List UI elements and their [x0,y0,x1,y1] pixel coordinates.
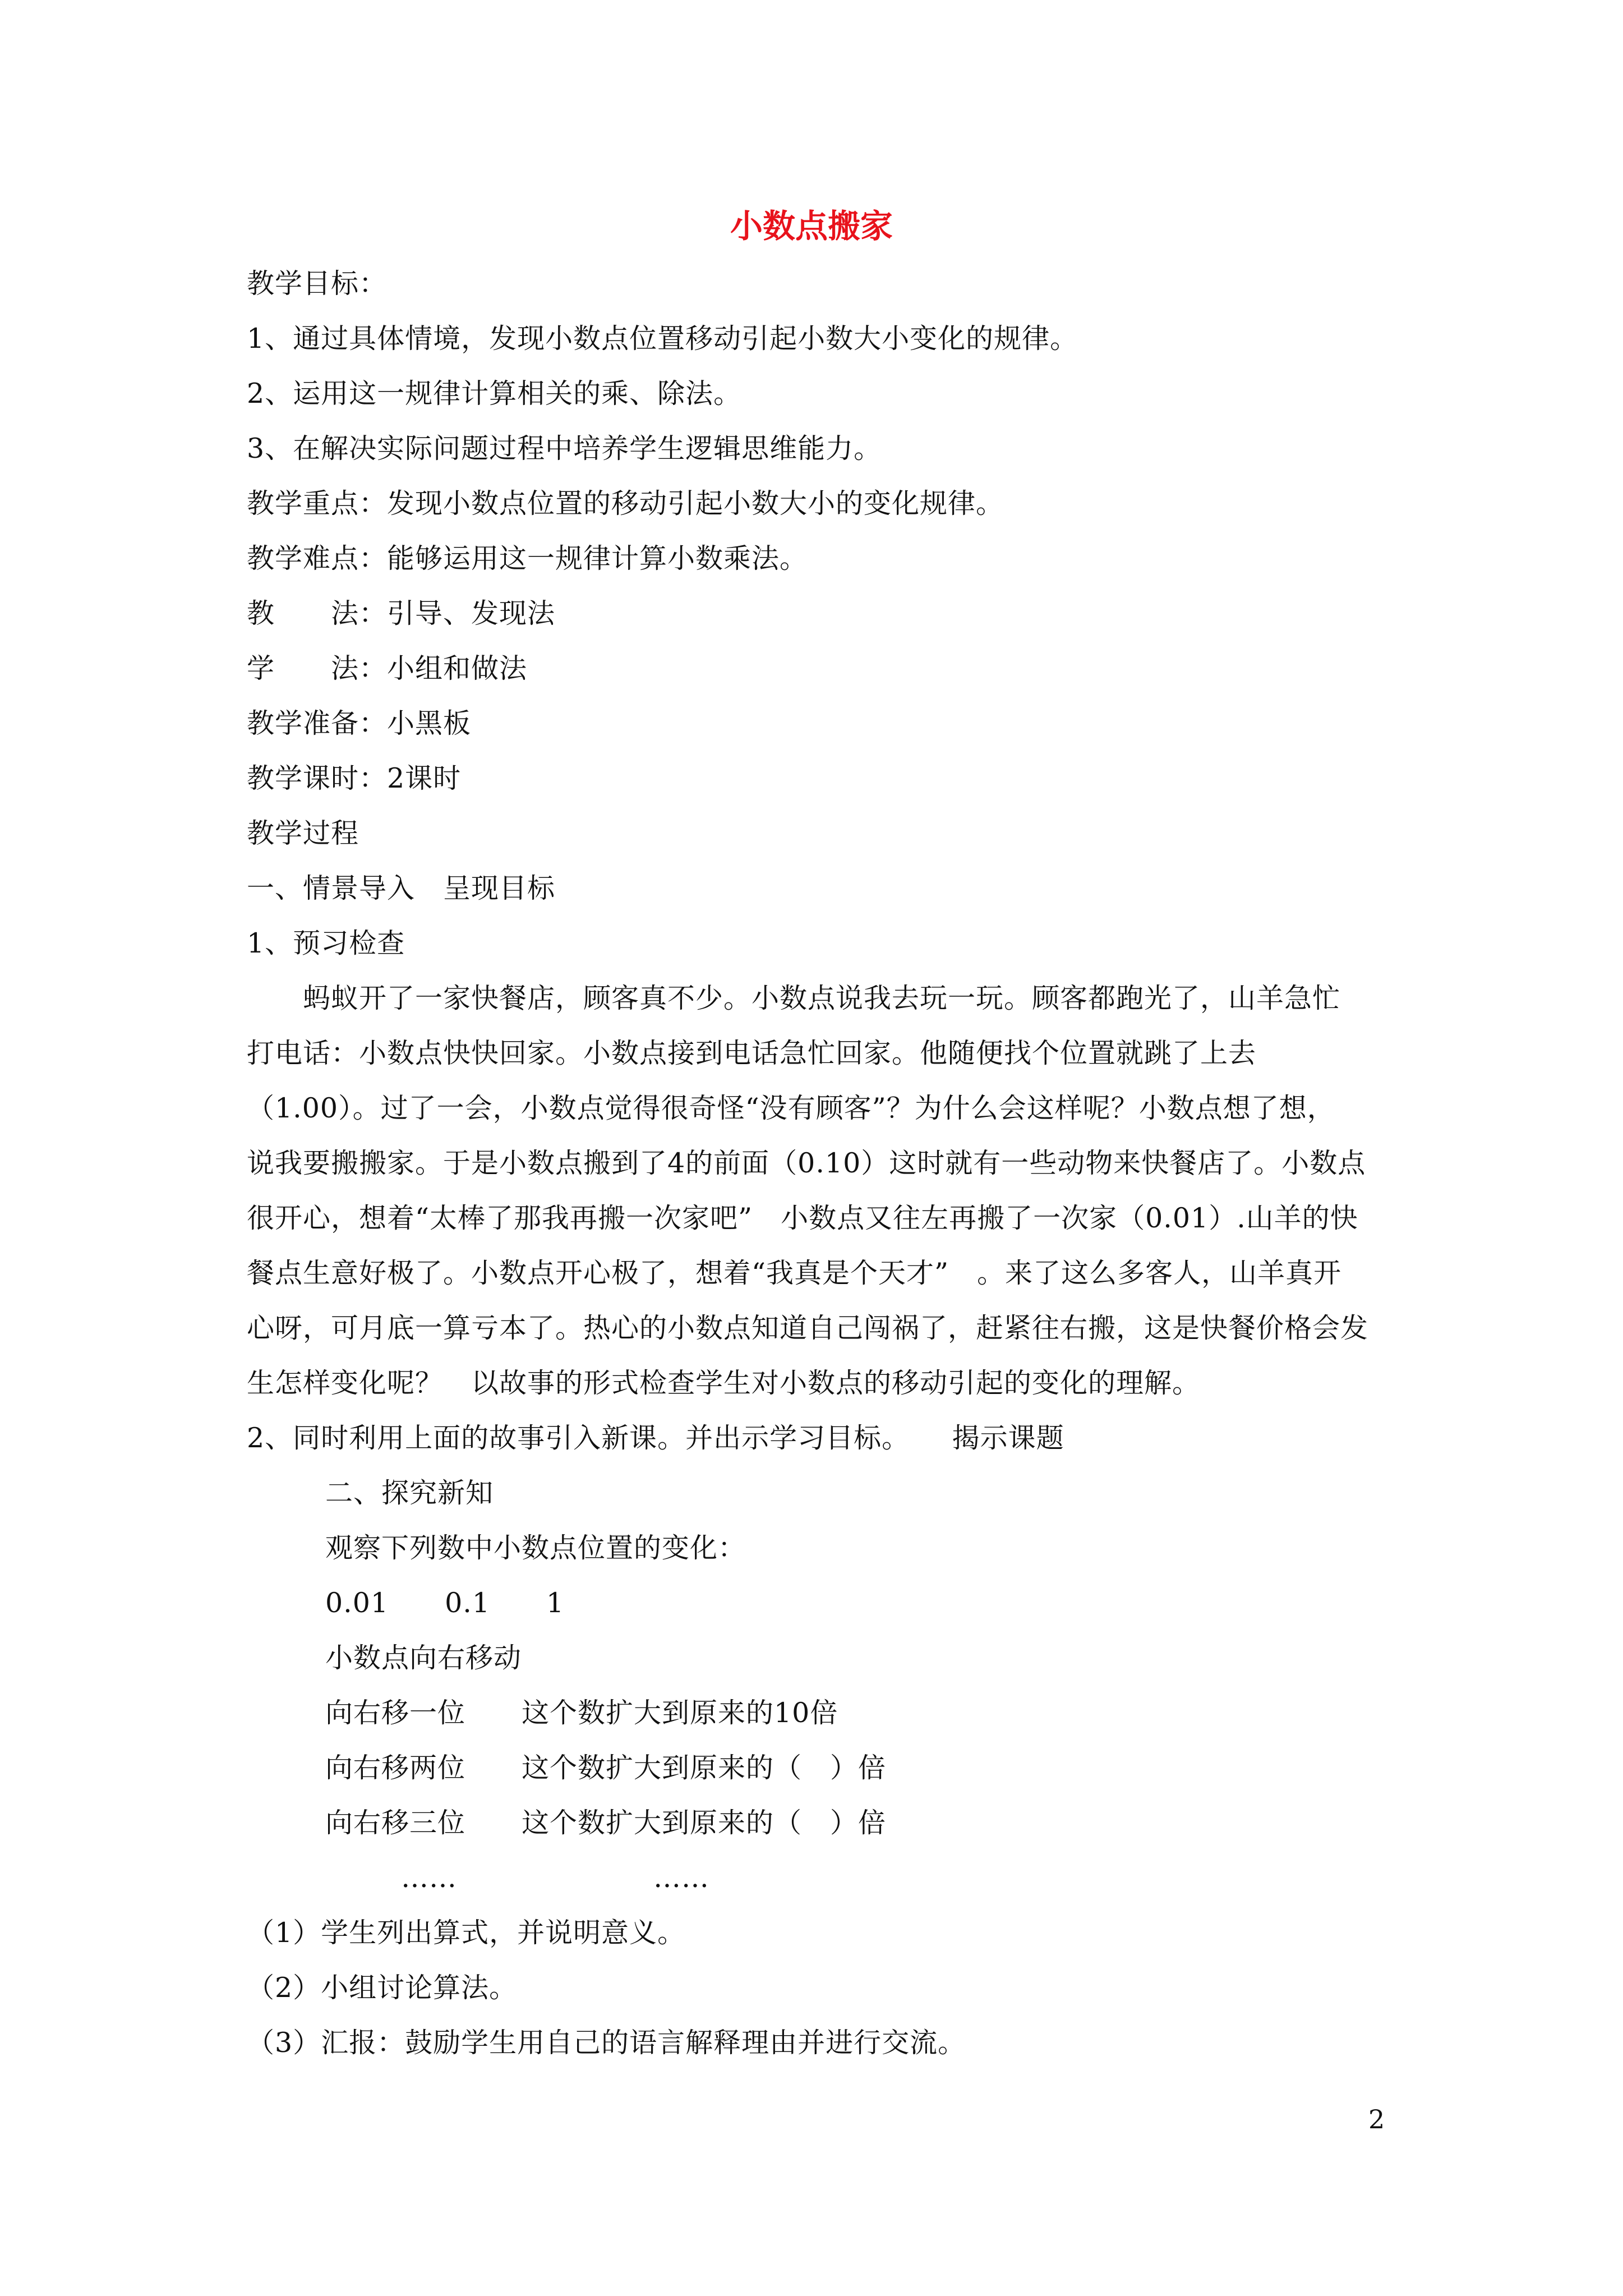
step-line: （3）汇报：鼓励学生用自己的语言解释理由并进行交流。 [247,2027,966,2059]
class-hours-line: 教学课时：2课时 [247,762,462,794]
move-right-heading: 小数点向右移动 [325,1642,522,1674]
difficulty-line: 教学难点：能够运用这一规律计算小数乘法。 [247,542,808,574]
section-heading-intro: 一、情景导入 呈现目标 [247,872,556,904]
key-point-line: 教学重点：发现小数点位置的移动引起小数大小的变化规律。 [247,487,1004,519]
observe-line: 观察下列数中小数点位置的变化： [325,1532,746,1564]
objective-line: 2、运用这一规律计算相关的乘、除法。 [247,378,742,409]
section-heading-process: 教学过程 [247,817,359,849]
story-paragraph-line: 蚂蚁开了一家快餐店，顾客真不少。小数点说我去玩一玩。顾客都跑光了，山羊急忙 [247,982,1341,1014]
story-paragraph-line: 打电话：小数点快快回家。小数点接到电话急忙回家。他随便找个位置就跳了上去 [247,1037,1257,1069]
page-title: 小数点搬家 [730,207,893,245]
step-line: （2）小组讨论算法。 [247,1972,518,2004]
numbers-line: 0.01 0.1 1 [325,1587,565,1619]
move-right-row: 向右移三位 这个数扩大到原来的（ ）倍 [325,1807,887,1839]
move-right-row: 向右移两位 这个数扩大到原来的（ ）倍 [325,1752,887,1784]
step-line: （1）学生列出算式，并说明意义。 [247,1917,686,1949]
story-paragraph-line: 说我要搬搬家。于是小数点搬到了4的前面（0.10）这时就有一些动物来快餐店了。小数点 [247,1147,1366,1179]
ellipsis-row: …… …… [401,1862,710,1894]
move-right-row: 向右移一位 这个数扩大到原来的10倍 [325,1697,838,1729]
section-heading-explore: 二、探究新知 [325,1477,494,1509]
section-heading-objectives: 教学目标： [247,268,388,300]
new-lesson-line: 2、同时利用上面的故事引入新课。并出示学习目标。 揭示课题 [247,1422,1064,1454]
preparation-line: 教学准备：小黑板 [247,707,472,739]
teaching-method-line: 教 法：引导、发现法 [247,597,556,629]
story-paragraph-line: 生怎样变化呢？ 以故事的形式检查学生对小数点的移动引起的变化的理解。 [247,1367,1201,1399]
objective-line: 1、通过具体情境，发现小数点位置移动引起小数大小变化的规律。 [247,323,1078,355]
story-paragraph-line: 心呀，可月底一算亏本了。热心的小数点知道自己闯祸了，赶紧往右搬，这是快餐价格会发 [247,1312,1369,1344]
subheading-preview: 1、预习检查 [247,927,405,959]
page-number: 2 [1368,2104,1385,2134]
learning-method-line: 学 法：小组和做法 [247,652,528,684]
story-paragraph-line: 很开心，想着“太棒了那我再搬一次家吧” 小数点又往左再搬了一次家（0.01）.山羊的快 [247,1202,1358,1234]
story-paragraph-line: （1.00）。过了一会，小数点觉得很奇怪“没有顾客”？为什么会这样呢？小数点想了想， [247,1092,1335,1124]
objective-line: 3、在解决实际问题过程中培养学生逻辑思维能力。 [247,432,882,464]
story-paragraph-line: 餐点生意好极了。小数点开心极了，想着“我真是个天才” 。来了这么多客人，山羊真开 [247,1257,1342,1289]
